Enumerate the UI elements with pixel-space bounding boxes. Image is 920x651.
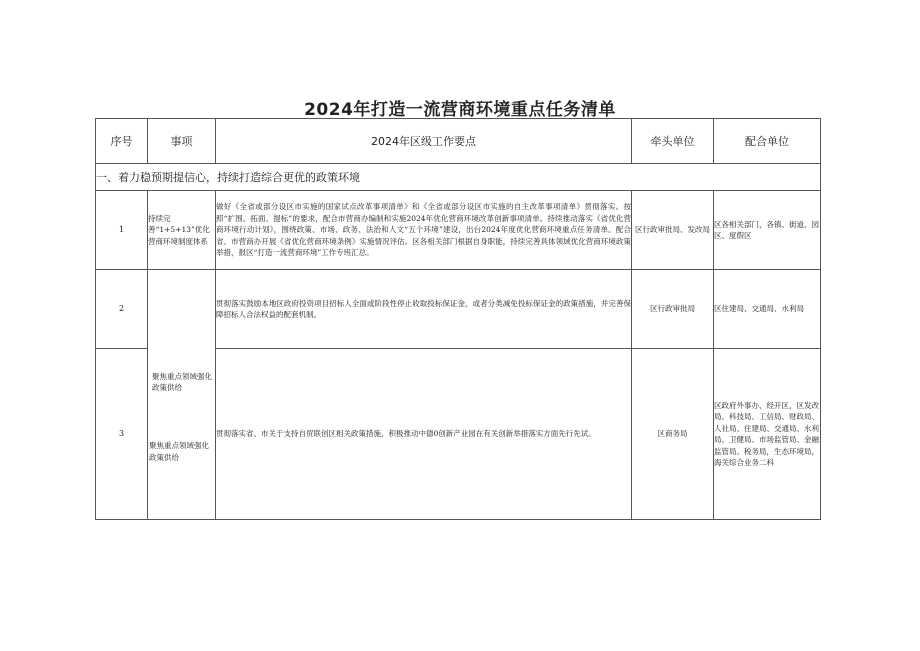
header-key-points: 2024年区级工作要点: [216, 119, 632, 164]
row-item-upper: 聚焦重点领域强化政策供给: [152, 371, 212, 392]
header-item: 事项: [148, 119, 216, 164]
row-coop-unit: 区政府外事办、经开区，区发改局、科技局、工信局、财政局、人社局、住建局、交通局、水利局、卫健局、市场监管局、金融监管局、税务局，生态环境局，海关综合业务二科: [714, 349, 821, 520]
section-row: [96, 164, 821, 191]
row-content: 做好《全省或部分设区市实施的国家试点改革事项清单》和《全省或部分设区市实施的自主改革事项清单》贯彻落实。按照“扩围、拓面、提标”的要求，配合市营商办编制和实施2024年优化营商环境改革创新事项清单。持续推动落实《省优化营商环境行动计划》，围绕政策、市场、政务、法治和人文“五个环境”建设，出台2024年度优化营商环境重点任务清单。配合省、市营商办开展《省优化营商环境条例》实施情况评估。区各相关部门根据自身职能，持续完善具体领域优化营商环境政策举措，报区“打造一流营商环境”工作专班汇总。: [216, 191, 632, 270]
row-lead-unit: 区行政审批局、发改局: [632, 191, 714, 270]
row-seq: 1: [96, 191, 148, 270]
row-seq: 3: [96, 349, 148, 520]
row-item-merged: [148, 270, 216, 520]
header-lead-unit: 牵头单位: [632, 119, 714, 164]
row-item-lower: 聚焦重点领域强化政策供给: [149, 441, 209, 462]
row-content: 贯彻落实鼓励本地区政府投资项目招标人全面或阶段性停止收取投标保证金，或者分类减免投标保证金的政策措施，并完善保障招标人合法权益的配套机制。: [216, 270, 632, 349]
table-header-row: [96, 119, 821, 164]
row-coop-unit: 区住建局、交通局、水利局: [714, 270, 821, 349]
document-title: 2024年打造一流营商环境重点任务清单: [304, 100, 616, 120]
section-title: 一、着力稳预期提信心，持续打造综合更优的政策环境: [96, 164, 821, 191]
row-seq: 2: [96, 270, 148, 349]
row-lead-unit: 区行政审批局: [632, 270, 714, 349]
row-lead-unit: 区商务局: [632, 349, 714, 520]
table-row: [96, 270, 821, 349]
header-seq: 序号: [96, 119, 148, 164]
row-item: 持续完善“1+5+13”优化营商环境制度体系: [148, 191, 216, 270]
header-coop-unit: 配合单位: [714, 119, 821, 164]
row-content: 贯彻落实省、市关于支持自贸联创区相关政策措施，积极推动中德0创新产业园在有关创新举措落实方面先行先试。: [216, 349, 632, 520]
row-coop-unit: 区各相关部门，各镇、街道、园区、度假区: [714, 191, 821, 270]
table-row: [96, 191, 821, 270]
